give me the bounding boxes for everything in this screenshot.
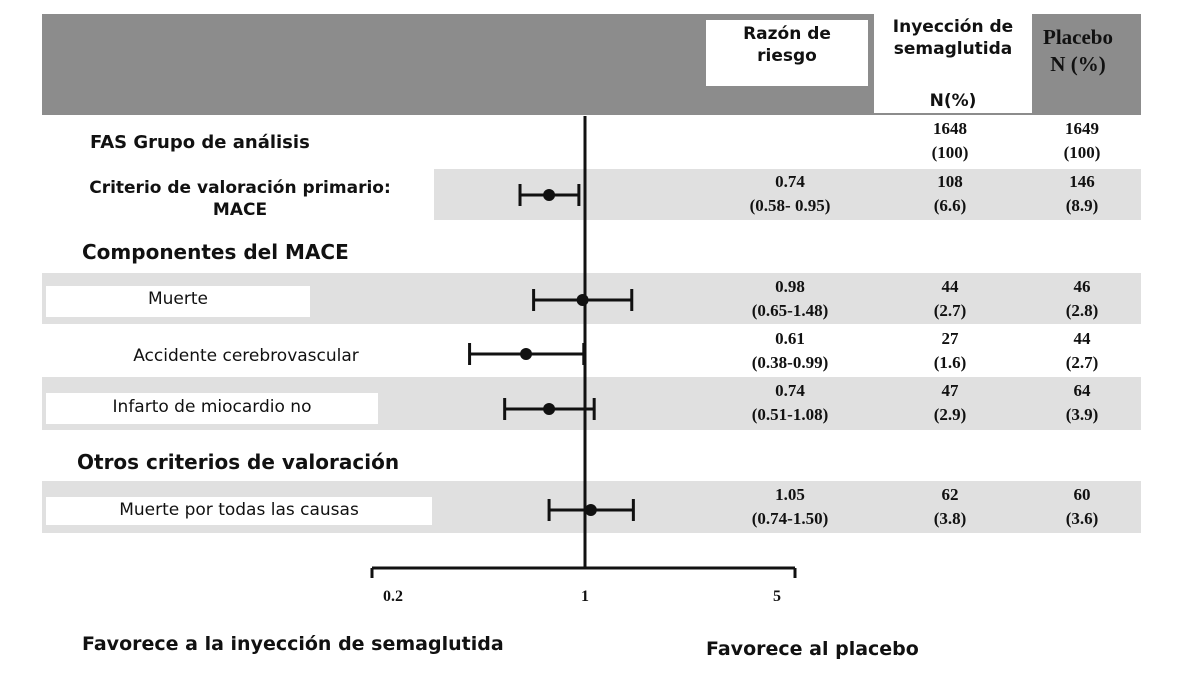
x-tick-label: 5 — [773, 588, 781, 605]
placebo-value-stroke: 44 (2.7) — [1065, 329, 1099, 372]
row-label-all-cause: Muerte por todas las causas — [46, 497, 432, 525]
semaglutide-header-unit: N(%) — [929, 91, 977, 111]
placebo-value-mi: 64 (3.9) — [1065, 381, 1099, 424]
placebo-header: Placebo N (%) — [1043, 25, 1113, 76]
hr-value-death: 0.98 (0.65-1.48) — [751, 277, 829, 320]
x-tick-label: 0.2 — [383, 588, 403, 605]
row-label-mi: Infarto de miocardio no — [46, 393, 378, 424]
hazard-ratio-point — [585, 504, 597, 516]
hazard-ratio-point — [520, 348, 532, 360]
hr-value-all-cause: 1.05 (0.74-1.50) — [751, 485, 829, 528]
placebo-value-death: 46 (2.8) — [1065, 277, 1099, 320]
row-label-death: Muerte — [46, 286, 310, 317]
sema-value-death: 44 (2.7) — [933, 277, 967, 320]
placebo-value-primary: 146 (8.9) — [1065, 172, 1099, 215]
sema-value-primary: 108 (6.6) — [933, 172, 967, 215]
row-label-stroke: Accidente cerebrovascular — [133, 346, 359, 366]
favors-semaglutide-label: Favorece a la inyección de semaglutida — [82, 633, 504, 655]
forest-marks — [470, 184, 634, 521]
hazard-ratio-point — [543, 403, 555, 415]
sema-value-all-cause: 62 (3.8) — [933, 485, 967, 528]
fas-row-label: FAS Grupo de análisis — [90, 132, 310, 153]
sema-value-stroke: 27 (1.6) — [933, 329, 967, 372]
hazard-ratio-point — [543, 189, 555, 201]
row-label-primary: Criterio de valoración primario: MACE — [89, 178, 391, 220]
fas-placebo-value: 1649 (100) — [1063, 119, 1101, 162]
hazard-ratio-point — [577, 294, 589, 306]
hazard-ratio-header: Razón de riesgo — [706, 20, 868, 86]
hr-value-primary: 0.74 (0.58- 0.95) — [749, 172, 831, 215]
sema-value-mi: 47 (2.9) — [933, 381, 967, 424]
x-tick-label: 1 — [581, 588, 589, 605]
placebo-value-all-cause: 60 (3.6) — [1065, 485, 1099, 528]
fas-semaglutide-value: 1648 (100) — [931, 119, 969, 162]
semaglutide-header-label: Inyección de semaglutida — [892, 17, 1014, 59]
hr-value-stroke: 0.61 (0.38-0.99) — [751, 329, 829, 372]
hr-value-mi: 0.74 (0.51-1.08) — [751, 381, 829, 424]
favors-placebo-label: Favorece al placebo — [706, 638, 919, 660]
section-mace-components: Componentes del MACE — [82, 240, 349, 264]
section-other-endpoints: Otros criterios de valoración — [77, 450, 400, 474]
